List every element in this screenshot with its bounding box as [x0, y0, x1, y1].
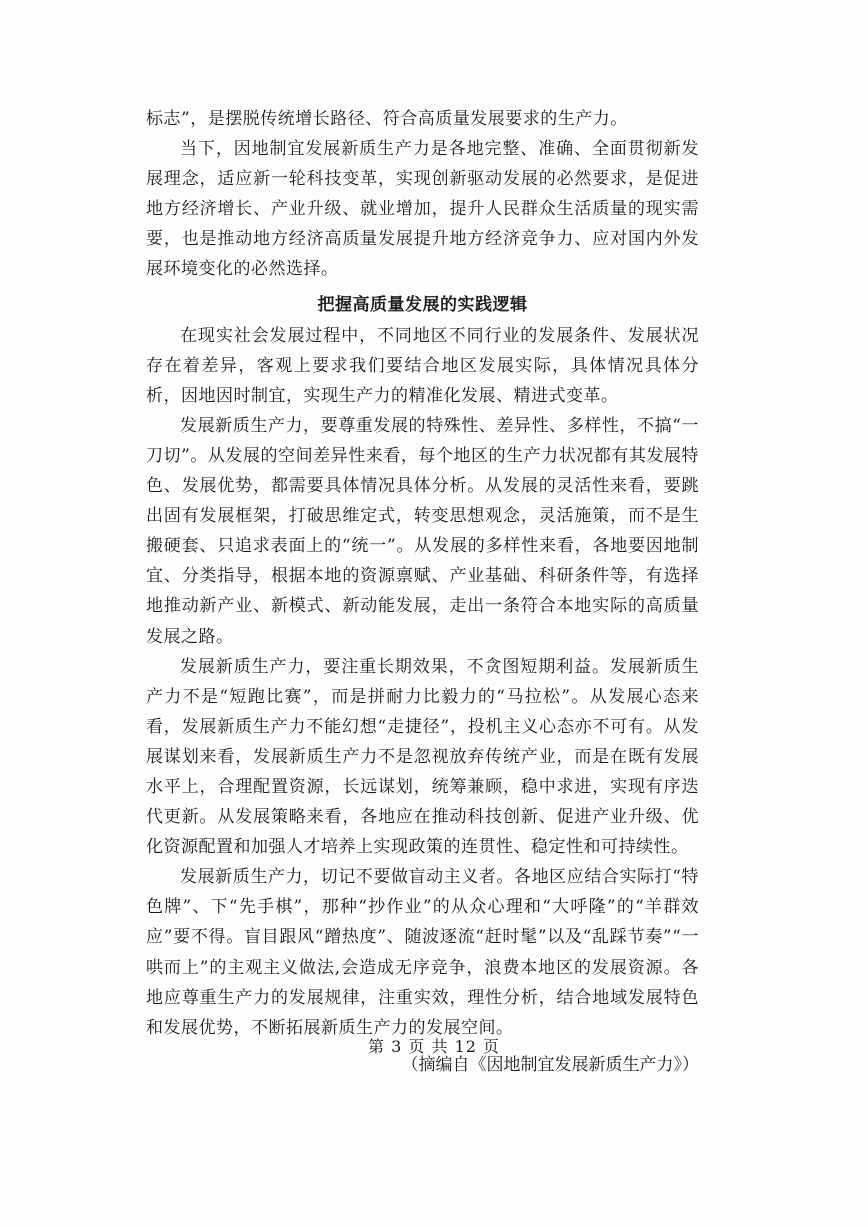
- paragraph-diversity: 发展新质生产力，要尊重发展的特殊性、差异性、多样性，不搞“一刀切”。从发展的空间差异性来看，每个地区的生产力状况都有其发展特色、发展优势，都需要具体情况具体分析。从发展的灵活性来看，要跳出固有发展框架，打破思维定式，转变思想观念，灵活施策，而不是生搬硬套、只追求表面上的“统一”。从发展的多样性来看，各地要因地制宜、分类指导，根据本地的资源禀赋、产业基础、科研条件等，有选择地推动新产业、新模式、新动能发展，走出一条符合本地实际的高质量发展之路。: [146, 415, 699, 647]
- paragraph-practical-context: 在现实社会发展过程中，不同地区不同行业的发展条件、发展状况存在着差异，客观上要求我们要结合地区发展实际，具体情况具体分析，因地因时制宜，实现生产力的精准化发展、精进式变革。: [146, 325, 699, 406]
- article-body: [146, 104, 699, 1079]
- source-citation: （摘编自《因地制宜发展新质生产力》）: [401, 1054, 699, 1075]
- section-heading: 把握高质量发展的实践逻辑: [317, 294, 528, 315]
- paragraph-avoid-blind-action: 发展新质生产力，切记不要做盲动主义者。各地区应结合实际打“特色牌”、下“先手棋”，那种“抄作业”的从众心理和“大呼隆”的“羊群效应”要不得。盲目跟风“蹭热度”、随波逐流“赶时髦”以及“乱踩节奏”“一哄而上”的主观主义做法,会造成无序竞争，浪费本地区的发展资源。各地应尊重生产力的发展规律，注重实效，理性分析，结合地域发展特色和发展优势，不断拓展新质生产力的发展空间。: [146, 867, 699, 1038]
- paragraph-continuation: 标志”，是摆脱传统增长路径、符合高质量发展要求的生产力。: [146, 109, 628, 129]
- paragraph-long-term: 发展新质生产力，要注重长期效果，不贪图短期利益。发展新质生产力不是“短跑比赛”，而是拼耐力比毅力的“马拉松”。从发展心态来看，发展新质生产力不能幻想“走捷径”，投机主义心态亦不可有。从发展谋划来看，发展新质生产力不是忽视放弃传统产业，而是在既有发展水平上，合理配置资源，长远谋划，统筹兼顾，稳中求进，实现有序迭代更新。从发展策略来看，各地应在推动科技创新、促进产业升级、优化资源配置和加强人才培养上实现政策的连贯性、稳定性和可持续性。: [146, 656, 699, 858]
- paragraph-current-significance: 当下，因地制宜发展新质生产力是各地完整、准确、全面贯彻新发展理念，适应新一轮科技变革，实现创新驱动发展的必然要求，是促进地方经济增长、产业升级、就业增加，提升人民群众生活质量的现实需要，也是推动地方经济高质量发展提升地方经济竞争力、应对国内外发展环境变化的必然选择。: [146, 139, 699, 280]
- page-number: 第 3 页 共 12 页: [368, 1037, 500, 1056]
